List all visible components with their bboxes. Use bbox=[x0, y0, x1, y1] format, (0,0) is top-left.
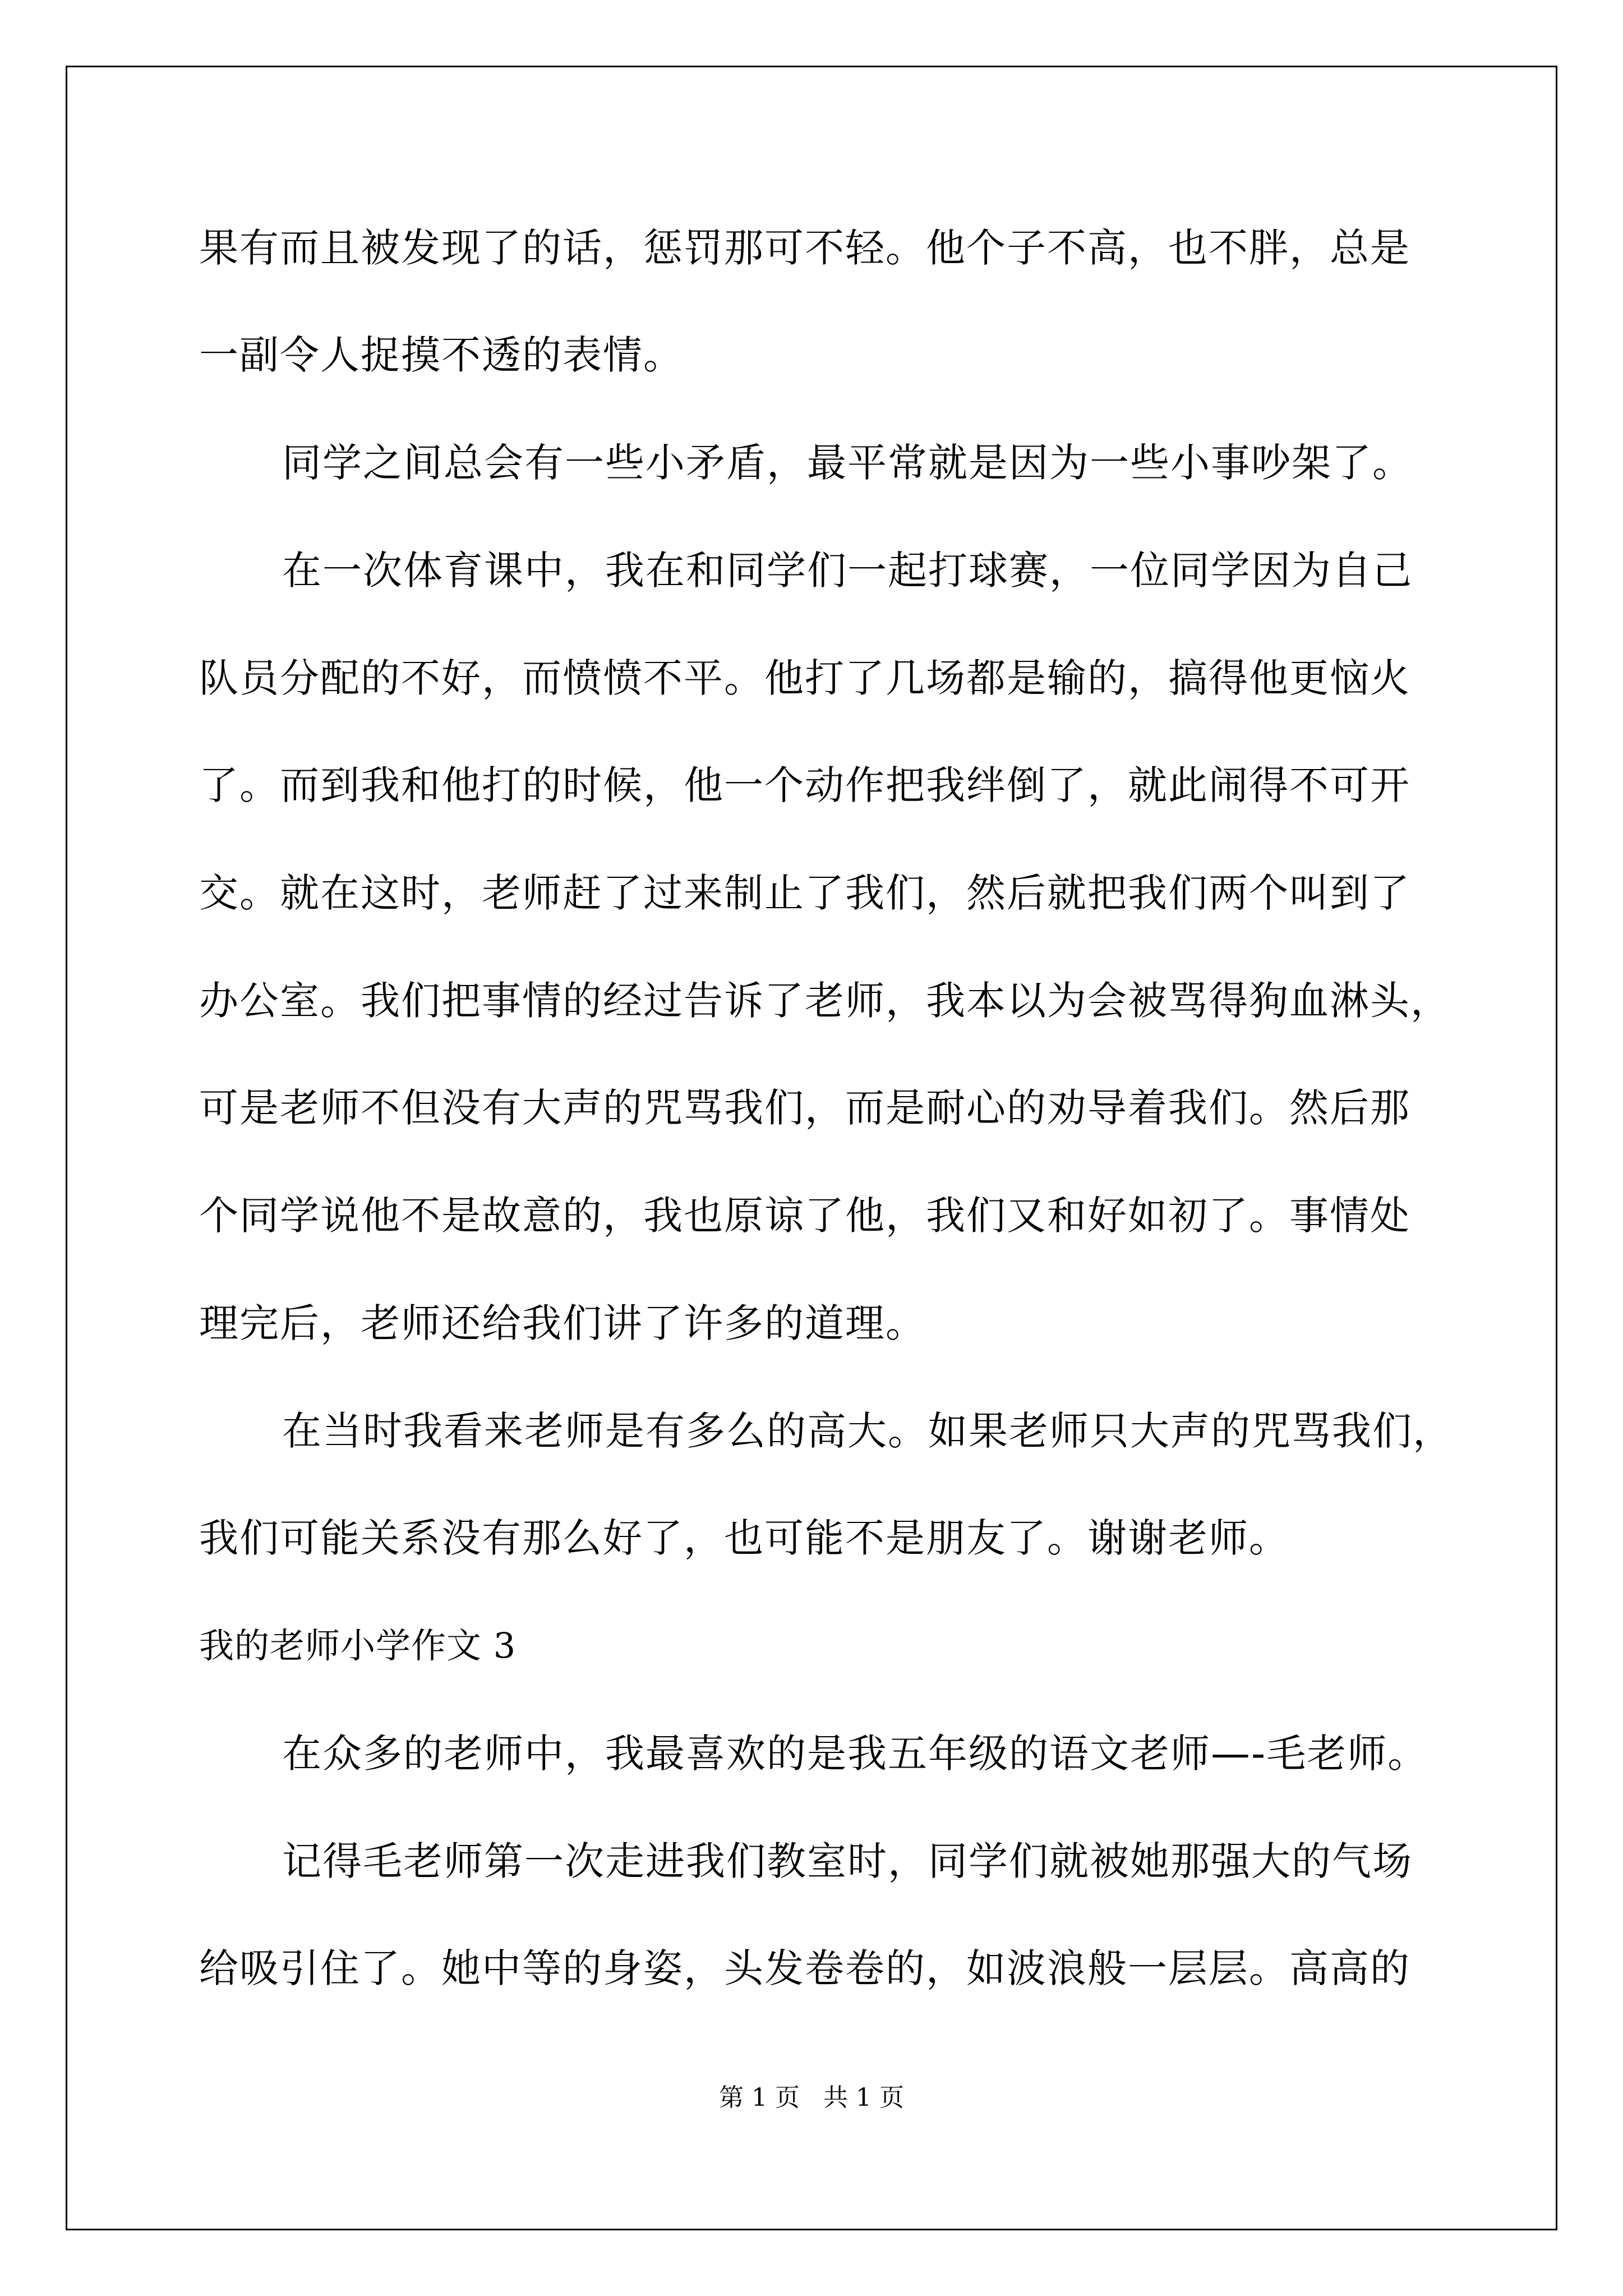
paragraph-line: 记得毛老师第一次走进我们教室时，同学们就被她那强大的气场 bbox=[282, 1838, 1413, 1884]
paragraph-line: 同学之间总会有一些小矛盾，最平常就是因为一些小事吵架了。 bbox=[282, 440, 1413, 486]
paragraph-line: 个同学说他不是故意的，我也原谅了他，我们又和好如初了。事情处 bbox=[199, 1193, 1410, 1239]
page-footer: 第 1 页 共 1 页 bbox=[719, 2083, 904, 2112]
paragraph-line: 果有而且被发现了的话，惩罚那可不轻。他个子不高，也不胖，总是 bbox=[199, 225, 1410, 271]
paragraph-line: 在众多的老师中，我最喜欢的是我五年级的语文老师—-毛老师。 bbox=[282, 1731, 1428, 1777]
paragraph-line: 在一次体育课中，我在和同学们一起打球赛，一位同学因为自己 bbox=[282, 547, 1413, 593]
paragraph-line: 了。而到我和他打的时候，他一个动作把我绊倒了，就此闹得不可开 bbox=[199, 762, 1410, 808]
paragraph-line: 我们可能关系没有那么好了，也可能不是朋友了。谢谢老师。 bbox=[199, 1515, 1289, 1561]
paragraph-line: 办公室。我们把事情的经过告诉了老师，我本以为会被骂得狗血淋头， bbox=[199, 978, 1451, 1024]
paragraph-line: 可是老师不但没有大声的咒骂我们，而是耐心的劝导着我们。然后那 bbox=[199, 1085, 1410, 1131]
paragraph-line: 给吸引住了。她中等的身姿，头发卷卷的，如波浪般一层层。高高的 bbox=[199, 1945, 1410, 1991]
paragraph-line: 队员分配的不好，而愤愤不平。他打了几场都是输的，搞得他更恼火 bbox=[199, 655, 1410, 701]
paragraph-line: 一副令人捉摸不透的表情。 bbox=[199, 332, 684, 378]
section-heading: 我的老师小学作文 3 bbox=[199, 1625, 517, 1666]
paragraph-line: 交。就在这时，老师赶了过来制止了我们，然后就把我们两个叫到了 bbox=[199, 870, 1410, 916]
page-border bbox=[66, 66, 1557, 2230]
paragraph-line: 理完后，老师还给我们讲了许多的道理。 bbox=[199, 1300, 926, 1346]
paragraph-line: 在当时我看来老师是有多么的高大。如果老师只大声的咒骂我们， bbox=[282, 1408, 1453, 1454]
